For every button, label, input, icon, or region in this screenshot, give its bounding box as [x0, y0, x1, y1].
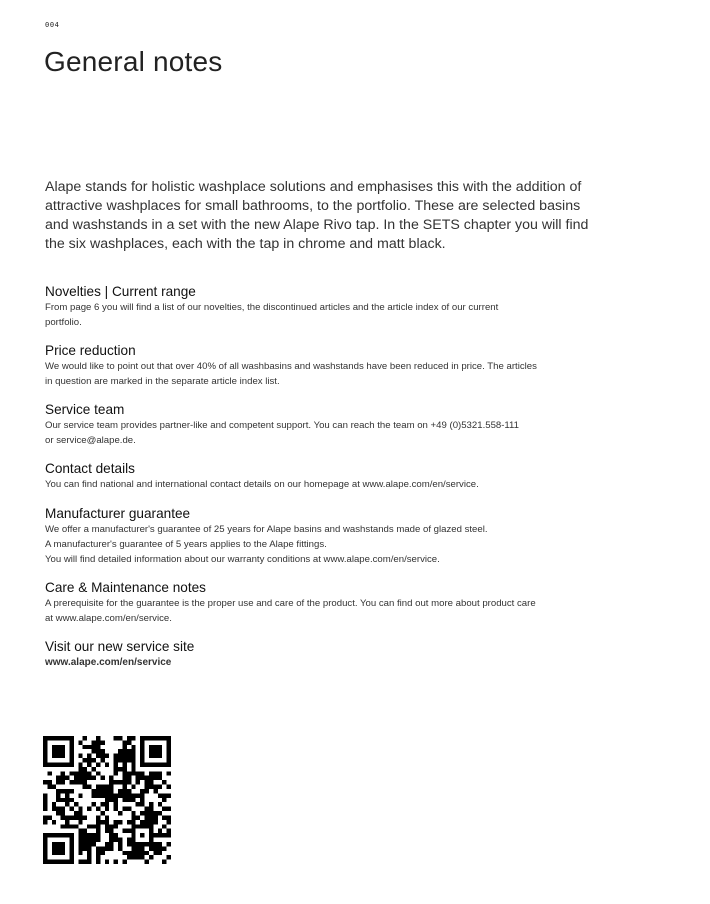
section-title: Service team — [45, 402, 125, 417]
service-site-link[interactable]: www.alape.com/en/service — [45, 657, 172, 668]
section-manufacturer-guarantee — [45, 505, 488, 567]
section-title: Manufacturer guarantee — [45, 506, 191, 521]
section-title: Price reduction — [45, 343, 136, 358]
section-care-maintenance — [45, 579, 536, 626]
section-text-line: We would like to point out that over 40% of all washbasins and washstands have been reduced in price. The articles — [45, 361, 537, 372]
section-title: Visit our new service site — [45, 639, 195, 654]
section-title: Care & Maintenance notes — [45, 580, 206, 595]
section-contact-details — [45, 460, 479, 492]
section-text-line: You can find national and international contact details on our homepage at www.alape.com/en/service. — [45, 479, 479, 490]
section-service-team — [45, 401, 519, 448]
intro-paragraph: Alape stands for holistic washplace solutions and emphasises this with the addition of attractive washplaces for small bathrooms, to the portfolio. These are selected basins and washstands in a set with the new Alape Rivo tap. In the SETS chapter you will find the six washplaces, each with the tap in chrome and matt black. — [45, 179, 589, 252]
section-text-line: in question are marked in the separate article index list. — [45, 376, 280, 387]
page-number: 004 — [45, 21, 60, 29]
section-price-reduction — [45, 342, 537, 389]
section-text-line: A prerequisite for the guarantee is the proper use and care of the product. You can find out more about product care — [45, 598, 536, 609]
section-text-line: You will find detailed information about our warranty conditions at www.alape.com/en/service. — [45, 554, 440, 565]
section-text-line: at www.alape.com/en/service. — [45, 613, 172, 624]
qr-code-icon[interactable] — [43, 736, 171, 864]
section-text-line: We offer a manufacturer's guarantee of 25 years for Alape basins and washstands made of glazed steel. — [45, 524, 488, 535]
section-text-line: From page 6 you will find a list of our novelties, the discontinued articles and the article index of our current — [45, 302, 499, 313]
section-text-line: portfolio. — [45, 317, 82, 328]
section-text-line: or service@alape.de. — [45, 435, 136, 446]
page-title: General notes — [44, 46, 223, 77]
section-novelties — [45, 283, 498, 330]
section-visit-service-site — [45, 638, 194, 670]
section-title: Novelties | Current range — [45, 284, 196, 299]
section-text-line: A manufacturer's guarantee of 5 years applies to the Alape fittings. — [45, 539, 327, 550]
section-title: Contact details — [45, 461, 135, 476]
section-text-line: Our service team provides partner-like and competent support. You can reach the team on +49 (0)5321.558-111 — [45, 420, 520, 431]
